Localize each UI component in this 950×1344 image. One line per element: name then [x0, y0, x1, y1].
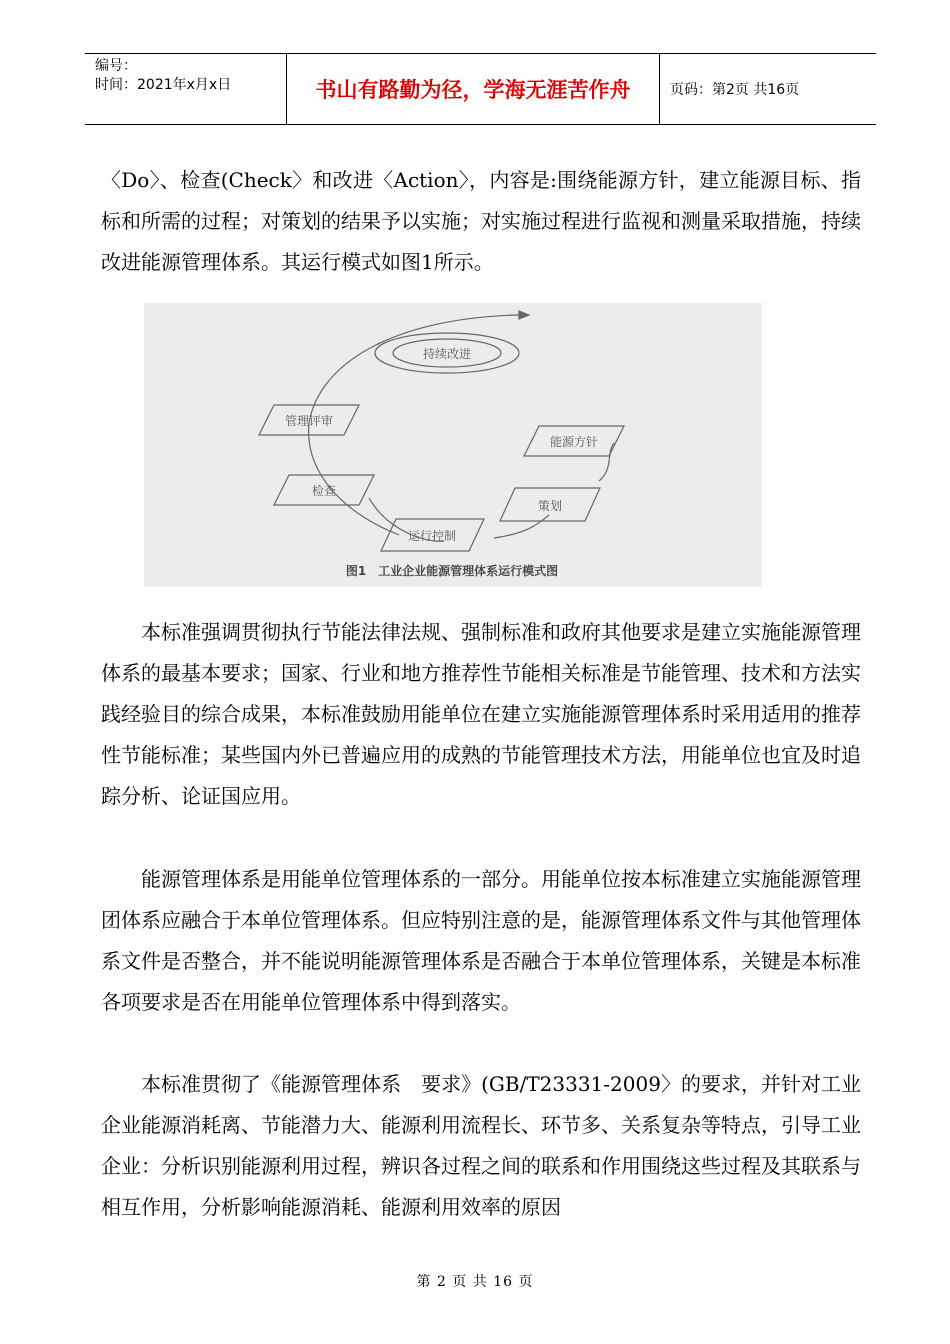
- header-time: 时间：2021年x月x日: [95, 77, 232, 93]
- label-check: 检查: [311, 484, 337, 498]
- label-review: 管理评审: [284, 414, 334, 428]
- header-table: [85, 53, 876, 125]
- header-code: 编号：: [95, 58, 137, 74]
- page-footer: 第 2 页 共 16 页: [416, 1274, 534, 1290]
- header-meta: [85, 54, 287, 124]
- label-plan: 策划: [537, 499, 563, 513]
- cycle-arc-left: [309, 315, 519, 535]
- paragraph-4: 本标准贯彻了《能源管理体系 要求》(GB/T23331-2009〉的要求，并针对工业企业能源消耗离、节能潜力大、能源利用流程长、环节多、关系复杂等特点，引导工业企业：分析识别能源利用过程，辨识各过程之间的联系和作用围绕这些过程及其联系与相互作用，分析影响能源消耗、能源利用效率的原因: [101, 1072, 861, 1219]
- figure-1: [144, 303, 762, 587]
- arrow-head-top: [519, 311, 529, 319]
- paragraph-3: 能源管理体系是用能单位管理体系的一部分。用能单位按本标准建立实施能源管理团体系应融合于本单位管理体系。但应特别注意的是，能源管理体系文件与其他管理体系文件是否整合，并不能说明能源管理体系是否融合于本单位管理体系，关键是本标准各项要求是否在用能单位管理体系中得到落实。: [101, 867, 861, 1014]
- paragraph-2: 本标准强调贯彻执行节能法律法规、强制标准和政府其他要求是建立实施能源管理体系的最基本要求；国家、行业和地方推荐性节能相关标准是节能管理、技术和方法实践经验目的综合成果，本标准鼓励用能单位在建立实施能源管理体系时采用适用的推荐性节能标准；某些国内外已普遍应用的成熟的节能管理技术方法，用能单位也宜及时追踪分析、论证国应用。: [101, 620, 861, 808]
- header-page: 页码：第2页 共16页: [670, 82, 800, 98]
- paragraph-1: 〈Do〉、检查(Check〉和改进〈Action〉，内容是:围绕能源方针，建立能源目标、指标和所需的过程；对策划的结果予以实施；对实施过程进行监视和测量采取措施，持续改进能源管理体系。其运行模式如图1所示。: [101, 168, 861, 274]
- cycle-arc-bottom-right: [494, 515, 549, 538]
- label-improve: 持续改进: [422, 347, 472, 361]
- label-operate: 运行控制: [407, 529, 457, 543]
- figure-caption: 图1 工业企业能源管理体系运行模式图: [345, 564, 559, 578]
- cycle-arc-right: [599, 443, 614, 481]
- header-motto: 书山有路勤为径，学海无涯苦作舟: [287, 54, 660, 124]
- diagram-energy-management-cycle: [144, 303, 762, 587]
- label-policy: 能源方针: [549, 435, 599, 449]
